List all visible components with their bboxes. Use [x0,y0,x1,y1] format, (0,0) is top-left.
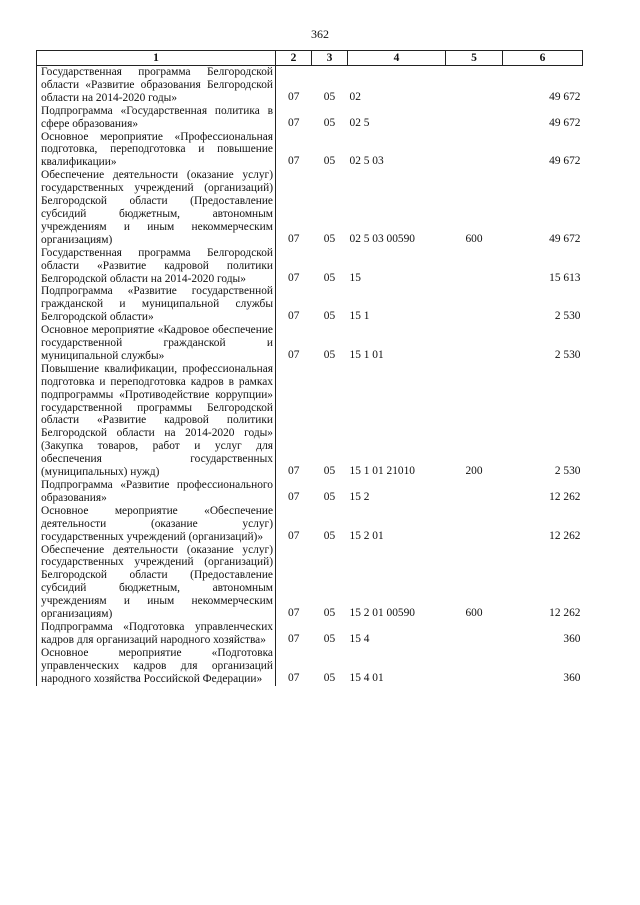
table-row [37,169,583,246]
row-target-code: 15 1 01 21010 [349,465,415,478]
row-expense-type: 600 [465,607,483,620]
row-name: Основное мероприятие «Профессиональная подготовка, переподготовка и повышение квалификации» [37,131,276,170]
row-name: Основное мероприятие «Кадровое обеспечение государственной гражданской и муниципальной службы» [37,324,276,363]
row-name: Подпрограмма «Развитие государственной гражданской и муниципальной службы Белгородской области» [37,285,276,324]
row-target-code: 15 4 [349,632,370,645]
row-amount: 49 672 [549,116,581,129]
header-row [37,51,583,66]
table-row [37,131,583,170]
row-amount: 12 262 [549,529,581,542]
row-section: 07 [288,271,300,284]
budget-table [36,50,583,686]
table-row [37,324,583,363]
row-amount: 2 530 [554,348,581,361]
row-subsection: 05 [323,529,336,542]
row-amount: 12 262 [549,490,581,503]
row-name: Повышение квалификации, профессиональная подготовка и переподготовка кадров в рамках подпрограммы «Противодействие коррупции» государственной программы Белгородской области «Развитие кадровой политики Белгородской области на 2014-2020 годы» (Закупка товаров, работ и услуг для обеспечения государственных (муниципальных) нужд) [37,363,276,479]
col-header-5: 5 [446,51,503,66]
table-row [37,247,583,286]
table-row [37,505,583,544]
row-section: 07 [288,90,300,103]
row-section: 07 [288,310,300,323]
row-section: 07 [288,155,300,168]
row-subsection: 05 [323,116,336,129]
row-subsection: 05 [323,271,336,284]
table-row [37,66,583,105]
row-name: Подпрограмма «Развитие профессионального образования» [37,479,276,505]
row-name: Государственная программа Белгородской области «Развитие кадровой политики Белгородской области на 2014-2020 годы» [37,247,276,286]
row-target-code: 15 1 [349,310,370,323]
row-subsection: 05 [323,310,336,323]
row-name: Основное мероприятие «Обеспечение деятельности (оказание услуг) государственных учреждений (организаций)» [37,505,276,544]
row-name: Государственная программа Белгородской области «Развитие образования Белгородской области на 2014-2020 годы» [37,66,276,105]
row-name: Обеспечение деятельности (оказание услуг) государственных учреждений (организаций) Белгородской области (Предоставление субсидий бюджетным, автономным учреждениям и иным некоммерческим организациям) [37,169,276,246]
row-subsection: 05 [323,465,336,478]
row-subsection: 05 [323,671,336,684]
row-subsection: 05 [323,90,336,103]
row-section: 07 [288,632,300,645]
row-amount: 15 613 [549,271,581,284]
col-header-6: 6 [503,51,583,66]
col-header-4: 4 [348,51,446,66]
row-amount: 49 672 [549,232,581,245]
row-name: Подпрограмма «Подготовка управленческих кадров для организаций народного хозяйства» [37,621,276,647]
row-expense-type [448,685,501,686]
row-expense-type: 600 [465,232,483,245]
row-target-code: 02 5 [349,116,370,129]
row-section: 07 [288,232,300,245]
row-amount: 2 530 [554,465,581,478]
row-subsection: 05 [323,155,336,168]
table-row [37,363,583,479]
row-target-code: 02 [349,90,361,103]
page-number: 362 [311,27,329,41]
row-section: 07 [288,348,300,361]
row-subsection: 05 [323,607,336,620]
row-subsection: 05 [323,232,336,245]
row-subsection: 05 [323,348,336,361]
row-name: Основное мероприятие «Подготовка управленческих кадров для организаций народного хозяйства Российской Федерации» [37,647,276,686]
row-expense-type: 200 [465,465,483,478]
table-row [37,621,583,647]
row-section: 07 [288,116,300,129]
row-section: 07 [288,671,300,684]
row-target-code: 02 5 03 00590 [349,232,415,245]
row-target-code: 15 2 01 00590 [349,607,415,620]
row-target-code: 15 2 [349,490,370,503]
row-section: 07 [288,465,300,478]
row-amount: 360 [563,632,581,645]
row-section: 07 [288,529,300,542]
row-target-code: 15 4 01 [349,671,384,684]
table-row [37,479,583,505]
row-subsection: 05 [323,490,336,503]
table-row [37,105,583,131]
row-amount: 49 672 [549,155,581,168]
col-header-1: 1 [37,51,276,66]
table-row [37,544,583,621]
row-section: 07 [288,607,300,620]
row-amount: 49 672 [549,90,581,103]
table-row [37,285,583,324]
row-subsection: 05 [323,632,336,645]
row-section: 07 [288,490,300,503]
row-amount: 12 262 [549,607,581,620]
row-amount: 2 530 [554,310,581,323]
col-header-3: 3 [312,51,348,66]
table-row [37,647,583,686]
row-name: Обеспечение деятельности (оказание услуг) государственных учреждений (организаций) Белгородской области (Предоставление субсидий бюджетным, автономным учреждениям и иным некоммерческим организациям) [37,544,276,621]
row-amount: 360 [563,671,581,684]
row-target-code: 15 2 01 [349,529,384,542]
col-header-2: 2 [276,51,312,66]
row-target-code: 02 5 03 [349,155,384,168]
row-target-code: 15 1 01 [349,348,384,361]
row-name: Подпрограмма «Государственная политика в сфере образования» [37,105,276,131]
row-target-code: 15 [349,271,361,284]
